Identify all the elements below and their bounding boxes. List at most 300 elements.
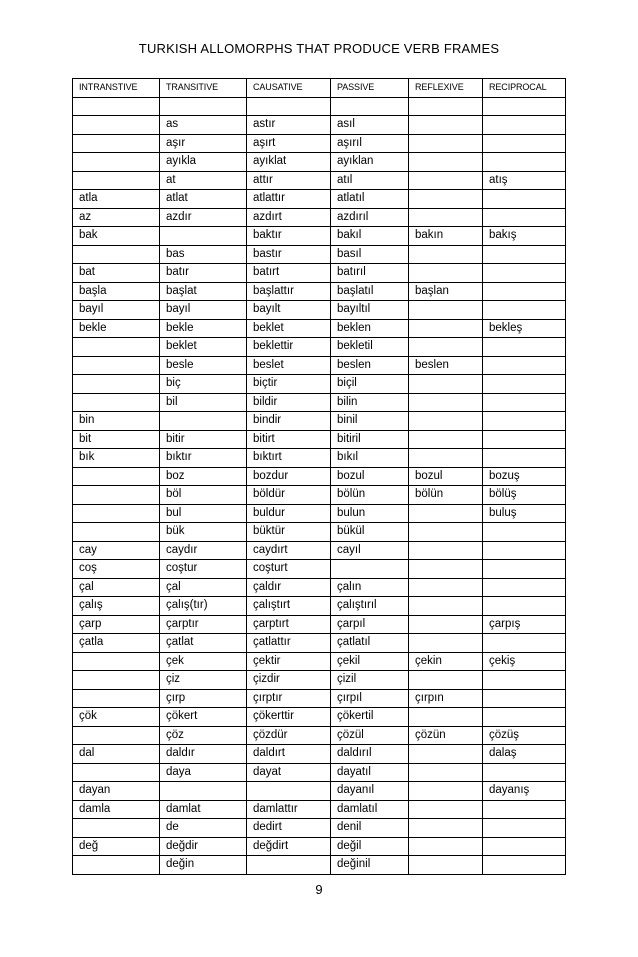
table-cell: daldırt [247, 745, 331, 764]
table-cell: çalıştırıl [331, 597, 409, 616]
table-cell [160, 97, 247, 116]
table-cell [409, 504, 483, 523]
table-cell: damlattır [247, 800, 331, 819]
table-cell: bitiril [331, 430, 409, 449]
table-cell: bin [73, 412, 160, 431]
table-cell: beslen [409, 356, 483, 375]
table-row [73, 671, 566, 690]
table-cell [409, 615, 483, 634]
table-cell: batırt [247, 264, 331, 283]
table-cell: çatlatıl [331, 634, 409, 653]
table-cell [409, 375, 483, 394]
table-cell [483, 671, 566, 690]
table-cell: değin [160, 856, 247, 875]
table-cell: az [73, 208, 160, 227]
table-cell: çök [73, 708, 160, 727]
table-cell [73, 153, 160, 172]
table-cell [160, 782, 247, 801]
table-cell: çatlattır [247, 634, 331, 653]
table-cell: beklettir [247, 338, 331, 357]
table-cell: değdir [160, 837, 247, 856]
page-number: 9 [315, 882, 323, 897]
table-cell: ayıklan [331, 153, 409, 172]
table-cell [483, 375, 566, 394]
table-row [73, 171, 566, 190]
table-cell: azdır [160, 208, 247, 227]
table-cell: damlatıl [331, 800, 409, 819]
table-cell: dalaş [483, 745, 566, 764]
table-cell [73, 671, 160, 690]
table-cell [483, 282, 566, 301]
table-cell [160, 412, 247, 431]
table-cell: çal [160, 578, 247, 597]
table-cell: başlattır [247, 282, 331, 301]
table-cell [409, 634, 483, 653]
table-cell [483, 153, 566, 172]
table-cell [483, 134, 566, 153]
table-cell [73, 245, 160, 264]
table-row [73, 449, 566, 468]
table-cell [409, 412, 483, 431]
table-cell [247, 782, 331, 801]
table-cell [409, 560, 483, 579]
table-cell [331, 560, 409, 579]
table-row [73, 190, 566, 209]
table-cell [73, 486, 160, 505]
header-passive: PASSIVE [331, 79, 409, 98]
table-cell: başlan [409, 282, 483, 301]
table-cell: attır [247, 171, 331, 190]
table-cell [409, 449, 483, 468]
table-cell: beklen [331, 319, 409, 338]
table-cell: bil [160, 393, 247, 412]
table-cell: çarp [73, 615, 160, 634]
table-cell: bakın [409, 227, 483, 246]
table-cell [331, 97, 409, 116]
table-cell [483, 597, 566, 616]
table-cell [483, 430, 566, 449]
table-cell: çalın [331, 578, 409, 597]
table-cell [483, 245, 566, 264]
table-cell: aşır [160, 134, 247, 153]
table-cell: atla [73, 190, 160, 209]
table-cell: bildir [247, 393, 331, 412]
table-cell: dayatıl [331, 763, 409, 782]
table-cell: buluş [483, 504, 566, 523]
table-row [73, 837, 566, 856]
table-cell [483, 116, 566, 135]
table-cell: besle [160, 356, 247, 375]
table-cell: atış [483, 171, 566, 190]
table-cell: bul [160, 504, 247, 523]
table-row [73, 504, 566, 523]
table-cell: çekiş [483, 652, 566, 671]
table-cell: dayat [247, 763, 331, 782]
table-cell: basıl [331, 245, 409, 264]
table-cell: çektir [247, 652, 331, 671]
table-cell: daldırıl [331, 745, 409, 764]
table-cell: aşırıl [331, 134, 409, 153]
table-cell: azdırıl [331, 208, 409, 227]
table-row [73, 153, 566, 172]
table-cell: bölün [331, 486, 409, 505]
table-cell [483, 338, 566, 357]
table-cell: çalış [73, 597, 160, 616]
table-row [73, 319, 566, 338]
table-cell: beklet [160, 338, 247, 357]
table-cell: bozuş [483, 467, 566, 486]
table-cell: beslet [247, 356, 331, 375]
table-row [73, 486, 566, 505]
table-cell: dayan [73, 782, 160, 801]
table-cell: caydır [160, 541, 247, 560]
table-cell: denil [331, 819, 409, 838]
table-cell: daya [160, 763, 247, 782]
table-cell [483, 541, 566, 560]
table-cell [409, 208, 483, 227]
table-cell: binil [331, 412, 409, 431]
table-cell [247, 856, 331, 875]
table-row [73, 430, 566, 449]
table-cell: dayanıl [331, 782, 409, 801]
table-cell [73, 819, 160, 838]
table-cell [409, 819, 483, 838]
table-cell [409, 708, 483, 727]
table-cell: bilin [331, 393, 409, 412]
table-cell [409, 800, 483, 819]
table-cell [409, 578, 483, 597]
table-cell: ayıklat [247, 153, 331, 172]
table-cell: çözün [409, 726, 483, 745]
table-row [73, 689, 566, 708]
table-cell: çalıştırt [247, 597, 331, 616]
table-cell: astır [247, 116, 331, 135]
table-cell: atıl [331, 171, 409, 190]
table-cell: bastır [247, 245, 331, 264]
table-cell: çökertil [331, 708, 409, 727]
table-cell: biçil [331, 375, 409, 394]
table-cell [483, 763, 566, 782]
table-cell [409, 171, 483, 190]
table-cell [73, 856, 160, 875]
table-cell: atlatıl [331, 190, 409, 209]
table-cell [483, 449, 566, 468]
table-row [73, 116, 566, 135]
table-cell [409, 338, 483, 357]
table-cell [483, 356, 566, 375]
table-cell [483, 523, 566, 542]
table-cell [483, 208, 566, 227]
table-row [73, 819, 566, 838]
table-cell: bölün [409, 486, 483, 505]
table-cell: boz [160, 467, 247, 486]
table-cell: cayıl [331, 541, 409, 560]
table-cell [409, 856, 483, 875]
table-cell: bekle [160, 319, 247, 338]
table-cell: çekin [409, 652, 483, 671]
table-cell: çarptır [160, 615, 247, 634]
table-cell: çırp [160, 689, 247, 708]
table-cell: bayıl [73, 301, 160, 320]
table-cell: çek [160, 652, 247, 671]
table-cell [483, 97, 566, 116]
table-cell [409, 97, 483, 116]
table-row [73, 97, 566, 116]
table-cell: büktür [247, 523, 331, 542]
table-row [73, 282, 566, 301]
table-cell [160, 227, 247, 246]
table-cell [483, 800, 566, 819]
table-cell [483, 837, 566, 856]
table-cell: coş [73, 560, 160, 579]
table-row [73, 134, 566, 153]
table-cell: çal [73, 578, 160, 597]
table-row [73, 856, 566, 875]
table-row [73, 227, 566, 246]
table-cell [73, 393, 160, 412]
table-row [73, 578, 566, 597]
table-cell: çaldır [247, 578, 331, 597]
table-row [73, 412, 566, 431]
table-cell [409, 319, 483, 338]
table-cell [409, 541, 483, 560]
table-cell: batırıl [331, 264, 409, 283]
table-cell [73, 726, 160, 745]
table-cell: çırptır [247, 689, 331, 708]
table-cell: bat [73, 264, 160, 283]
table-cell [409, 430, 483, 449]
table-cell: bıkıl [331, 449, 409, 468]
table-row [73, 208, 566, 227]
table-cell [73, 523, 160, 542]
table-row [73, 634, 566, 653]
table-cell: damlat [160, 800, 247, 819]
table-cell [409, 671, 483, 690]
table-cell: biçtir [247, 375, 331, 394]
table-cell: çöz [160, 726, 247, 745]
table-cell [409, 134, 483, 153]
table-row [73, 375, 566, 394]
table-header-row [73, 79, 566, 98]
table-row [73, 393, 566, 412]
table-cell: çiz [160, 671, 247, 690]
header-reflexive: REFLEXIVE [409, 79, 483, 98]
table-cell [409, 190, 483, 209]
table-cell: çekil [331, 652, 409, 671]
table-cell: aşırt [247, 134, 331, 153]
table-row [73, 245, 566, 264]
table-cell [73, 763, 160, 782]
table-cell: ayıkla [160, 153, 247, 172]
table-cell [483, 190, 566, 209]
table-cell: coştur [160, 560, 247, 579]
table-cell [483, 819, 566, 838]
header-reciprocal: RECIPROCAL [483, 79, 566, 98]
table-cell: bas [160, 245, 247, 264]
table-cell [409, 782, 483, 801]
table-cell: bölüş [483, 486, 566, 505]
table-cell [409, 116, 483, 135]
table-cell: cay [73, 541, 160, 560]
table-cell: çatla [73, 634, 160, 653]
table-cell: bozdur [247, 467, 331, 486]
table-cell [73, 467, 160, 486]
table-cell: değil [331, 837, 409, 856]
table-row [73, 615, 566, 634]
table-cell [483, 708, 566, 727]
table-cell: böl [160, 486, 247, 505]
header-transitive: TRANSITIVE [160, 79, 247, 98]
table-cell: çözül [331, 726, 409, 745]
table-cell: bayılt [247, 301, 331, 320]
table-cell: çarpış [483, 615, 566, 634]
table-cell: as [160, 116, 247, 135]
table-cell [73, 689, 160, 708]
table-cell: değinil [331, 856, 409, 875]
table-cell: çökert [160, 708, 247, 727]
header-intransitive: INTRANSTIVE [73, 79, 160, 98]
table-cell: bayıl [160, 301, 247, 320]
table-cell [409, 745, 483, 764]
table-row [73, 726, 566, 745]
table-row [73, 338, 566, 357]
table-cell: böldür [247, 486, 331, 505]
table-row [73, 301, 566, 320]
table-cell: çarpıl [331, 615, 409, 634]
table-cell: bindir [247, 412, 331, 431]
table-cell: bıktır [160, 449, 247, 468]
table-row [73, 745, 566, 764]
table-cell: çatlat [160, 634, 247, 653]
table-row [73, 523, 566, 542]
table-row [73, 782, 566, 801]
table-cell [483, 412, 566, 431]
table-cell [483, 634, 566, 653]
table-row [73, 541, 566, 560]
table-row [73, 800, 566, 819]
table-cell: çırpın [409, 689, 483, 708]
table-cell [409, 523, 483, 542]
table-cell [73, 652, 160, 671]
table-cell: biç [160, 375, 247, 394]
table-cell: de [160, 819, 247, 838]
table-cell: çalış(tır) [160, 597, 247, 616]
table-cell: bayıltıl [331, 301, 409, 320]
table-row [73, 763, 566, 782]
table-cell [73, 504, 160, 523]
table-cell: çökerttir [247, 708, 331, 727]
table-cell [483, 560, 566, 579]
table-cell: dal [73, 745, 160, 764]
table-row [73, 356, 566, 375]
table-cell: değdirt [247, 837, 331, 856]
table-row [73, 708, 566, 727]
table-cell [483, 578, 566, 597]
table-cell: coşturt [247, 560, 331, 579]
page-title: TURKISH ALLOMORPHS THAT PRODUCE VERB FRAMES [138, 41, 500, 56]
table-cell [73, 375, 160, 394]
table-cell: caydırt [247, 541, 331, 560]
table-cell: dayanış [483, 782, 566, 801]
table-cell: bitirt [247, 430, 331, 449]
header-causative: CAUSATIVE [247, 79, 331, 98]
table-cell [409, 301, 483, 320]
table-row [73, 264, 566, 283]
table-cell: bozul [331, 467, 409, 486]
table-cell [73, 338, 160, 357]
table-cell [483, 301, 566, 320]
table-cell [409, 153, 483, 172]
table-cell [409, 264, 483, 283]
table-cell [73, 97, 160, 116]
allomorph-table [72, 78, 566, 875]
table-cell: batır [160, 264, 247, 283]
table-cell: çözdür [247, 726, 331, 745]
table-cell: bulun [331, 504, 409, 523]
table-cell: damla [73, 800, 160, 819]
table-cell: azdırt [247, 208, 331, 227]
table-cell: daldır [160, 745, 247, 764]
table-cell: bekleş [483, 319, 566, 338]
table-cell: bozul [409, 467, 483, 486]
table-cell: çarptırt [247, 615, 331, 634]
table-cell: çözüş [483, 726, 566, 745]
table-cell [483, 264, 566, 283]
table-cell: at [160, 171, 247, 190]
table-cell: bük [160, 523, 247, 542]
table-row [73, 467, 566, 486]
table-cell [73, 134, 160, 153]
table-row [73, 560, 566, 579]
table-cell: çizdir [247, 671, 331, 690]
table-cell: asıl [331, 116, 409, 135]
table-cell: dedirt [247, 819, 331, 838]
table-cell: bakış [483, 227, 566, 246]
table-cell: bekletil [331, 338, 409, 357]
table-cell [409, 597, 483, 616]
table-row [73, 652, 566, 671]
table-cell: atlat [160, 190, 247, 209]
table-cell: buldur [247, 504, 331, 523]
table-cell: başla [73, 282, 160, 301]
table-cell [483, 856, 566, 875]
table-row [73, 597, 566, 616]
table-cell [73, 116, 160, 135]
table-cell: bükül [331, 523, 409, 542]
table-cell: bakıl [331, 227, 409, 246]
table-cell [409, 763, 483, 782]
table-cell: çizil [331, 671, 409, 690]
table-cell [247, 97, 331, 116]
table-cell: bit [73, 430, 160, 449]
table-cell: atlattır [247, 190, 331, 209]
table-cell: beslen [331, 356, 409, 375]
table-cell [409, 837, 483, 856]
table-cell [409, 245, 483, 264]
table-cell: başlat [160, 282, 247, 301]
table-cell: bitir [160, 430, 247, 449]
table-cell: başlatıl [331, 282, 409, 301]
table-cell [73, 171, 160, 190]
table-cell [73, 356, 160, 375]
table-cell [409, 393, 483, 412]
table-cell: bekle [73, 319, 160, 338]
table-cell: değ [73, 837, 160, 856]
table-cell: çırpıl [331, 689, 409, 708]
table-cell: bıktırt [247, 449, 331, 468]
table-cell: baktır [247, 227, 331, 246]
table-body [73, 97, 566, 874]
